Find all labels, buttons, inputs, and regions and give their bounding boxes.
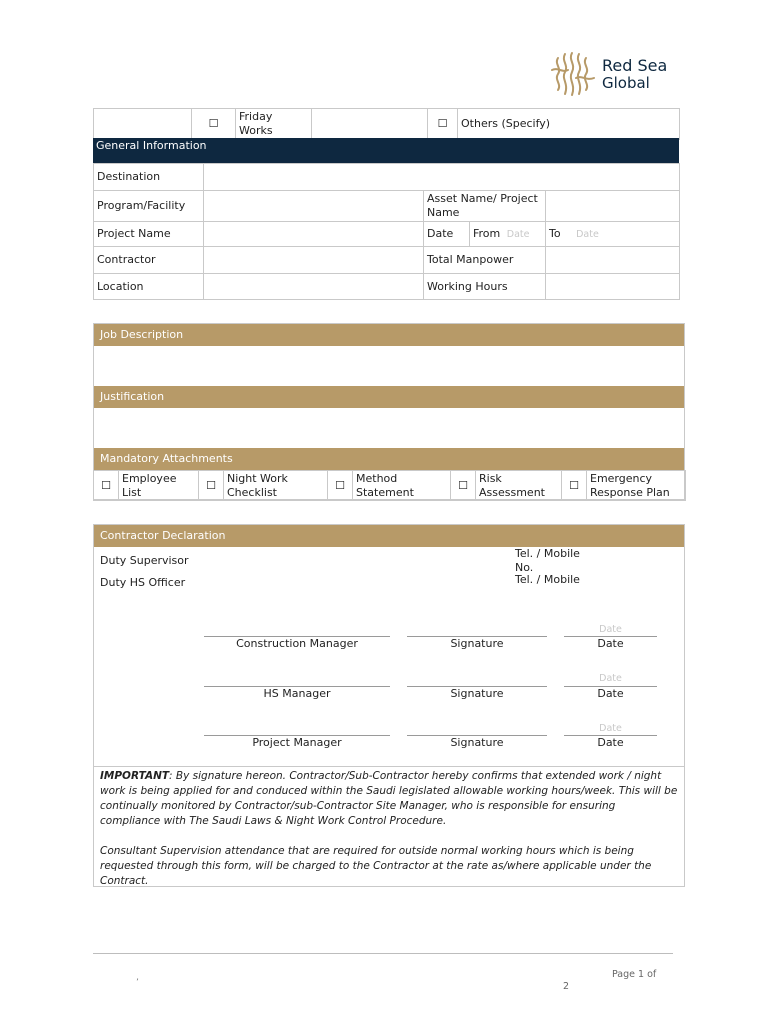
attachment-label: Night Work Checklist — [224, 471, 328, 501]
from-date-picker[interactable]: Date — [506, 228, 530, 240]
date-picker[interactable]: Date — [599, 723, 622, 734]
footer-divider — [93, 953, 673, 954]
signature-label: Signature — [450, 687, 504, 700]
risk-assessment-checkbox[interactable]: ☐ — [451, 471, 476, 501]
hs-manager-label: HS Manager — [263, 687, 331, 700]
important-label: IMPORTANT — [100, 770, 170, 782]
location-label: Location — [94, 274, 204, 300]
project-name-label: Project Name — [94, 222, 204, 247]
attachment-label: Method Statement — [353, 471, 451, 501]
to-date-picker[interactable]: Date — [576, 228, 599, 240]
friday-works-label: Friday Works — [236, 109, 312, 140]
from-label: From — [473, 226, 501, 240]
logo-mark-icon — [548, 50, 598, 98]
date-label: Date — [597, 687, 624, 700]
duty-hs-officer-label: Duty HS Officer — [100, 576, 186, 589]
general-info-table — [93, 163, 680, 300]
blank-cell — [312, 109, 428, 140]
method-statement-checkbox[interactable]: ☐ — [328, 471, 353, 501]
attachment-label: Risk Assessment — [476, 471, 562, 501]
emergency-response-plan-checkbox[interactable]: ☐ — [562, 471, 587, 501]
asset-label: Asset Name/ Project Name — [424, 191, 546, 222]
blank-cell — [94, 109, 192, 140]
logo — [548, 50, 678, 98]
others-label: Others (Specify) — [458, 109, 680, 140]
destination-label: Destination — [94, 164, 204, 191]
page-total: 2 — [563, 981, 570, 992]
contractor-label: Contractor — [94, 247, 204, 274]
footer-mark: ’ — [136, 978, 139, 988]
justification-field[interactable] — [94, 408, 684, 448]
general-info-header: General Information — [93, 138, 679, 163]
to-cell — [546, 222, 680, 247]
destination-field[interactable] — [204, 164, 680, 191]
job-description-field[interactable] — [94, 346, 684, 386]
others-checkbox[interactable]: ☐ — [428, 109, 458, 140]
signature-label: Signature — [450, 637, 504, 650]
important-text: : By signature hereon. Contractor/Sub-Contractor hereby confirms that extended work / night work is being applied for and conduced within the Saudi legislated allowable working hours/week. This will be continually monitored by Contractor/sub-Contractor Site Manager, who is responsible for ensuring compliance with The Saudi Laws & Night Work Control Procedure. — [100, 770, 678, 827]
location-field[interactable] — [204, 274, 424, 300]
total-manpower-label: Total Manpower — [424, 247, 546, 274]
consultant-paragraph: Consultant Supervision attendance that are required for outside normal working hours which is being requested through this form, will be charged to the Contractor at the rate as/where applicable under the Contract. — [100, 845, 652, 887]
justification-header: Justification — [94, 386, 684, 408]
to-label: To — [549, 226, 561, 240]
date-picker[interactable]: Date — [599, 624, 622, 635]
job-description-header: Job Description — [94, 324, 684, 346]
tel-mobile-label: Tel. / Mobile No. — [515, 547, 580, 574]
job-section — [93, 323, 685, 500]
declaration-section — [93, 524, 685, 887]
program-label: Program/Facility — [94, 191, 204, 222]
asset-field[interactable] — [546, 191, 680, 222]
program-field[interactable] — [204, 191, 424, 222]
attachment-label: Emergency Response Plan — [587, 471, 686, 501]
signature-label: Signature — [450, 736, 504, 749]
date-label: Date — [424, 222, 470, 247]
tel-mobile-label: Tel. / Mobile — [515, 573, 580, 586]
project-name-field[interactable] — [204, 222, 424, 247]
logo-text-red-sea: Red Sea — [602, 56, 668, 75]
working-hours-field[interactable] — [546, 274, 680, 300]
duty-supervisor-label: Duty Supervisor — [100, 554, 189, 567]
employee-list-checkbox[interactable]: ☐ — [94, 471, 119, 501]
declaration-header: Contractor Declaration — [94, 525, 684, 547]
date-label: Date — [597, 637, 624, 650]
total-manpower-field[interactable] — [546, 247, 680, 274]
attachment-label: Employee List — [119, 471, 199, 501]
important-notice — [94, 766, 684, 886]
attachments-table — [93, 470, 686, 501]
contractor-field[interactable] — [204, 247, 424, 274]
date-picker[interactable]: Date — [599, 673, 622, 684]
attachments-header: Mandatory Attachments — [94, 448, 684, 470]
from-cell — [470, 222, 546, 247]
project-manager-label: Project Manager — [252, 736, 342, 749]
logo-text-global: Global — [602, 74, 650, 92]
date-label: Date — [597, 736, 624, 749]
page-counter: Page 1 of — [612, 969, 657, 980]
night-work-checklist-checkbox[interactable]: ☐ — [199, 471, 224, 501]
friday-works-checkbox[interactable]: ☐ — [192, 109, 236, 140]
construction-manager-label: Construction Manager — [236, 637, 358, 650]
working-hours-label: Working Hours — [424, 274, 546, 300]
work-type-row — [93, 108, 680, 140]
important-paragraph — [100, 769, 678, 829]
